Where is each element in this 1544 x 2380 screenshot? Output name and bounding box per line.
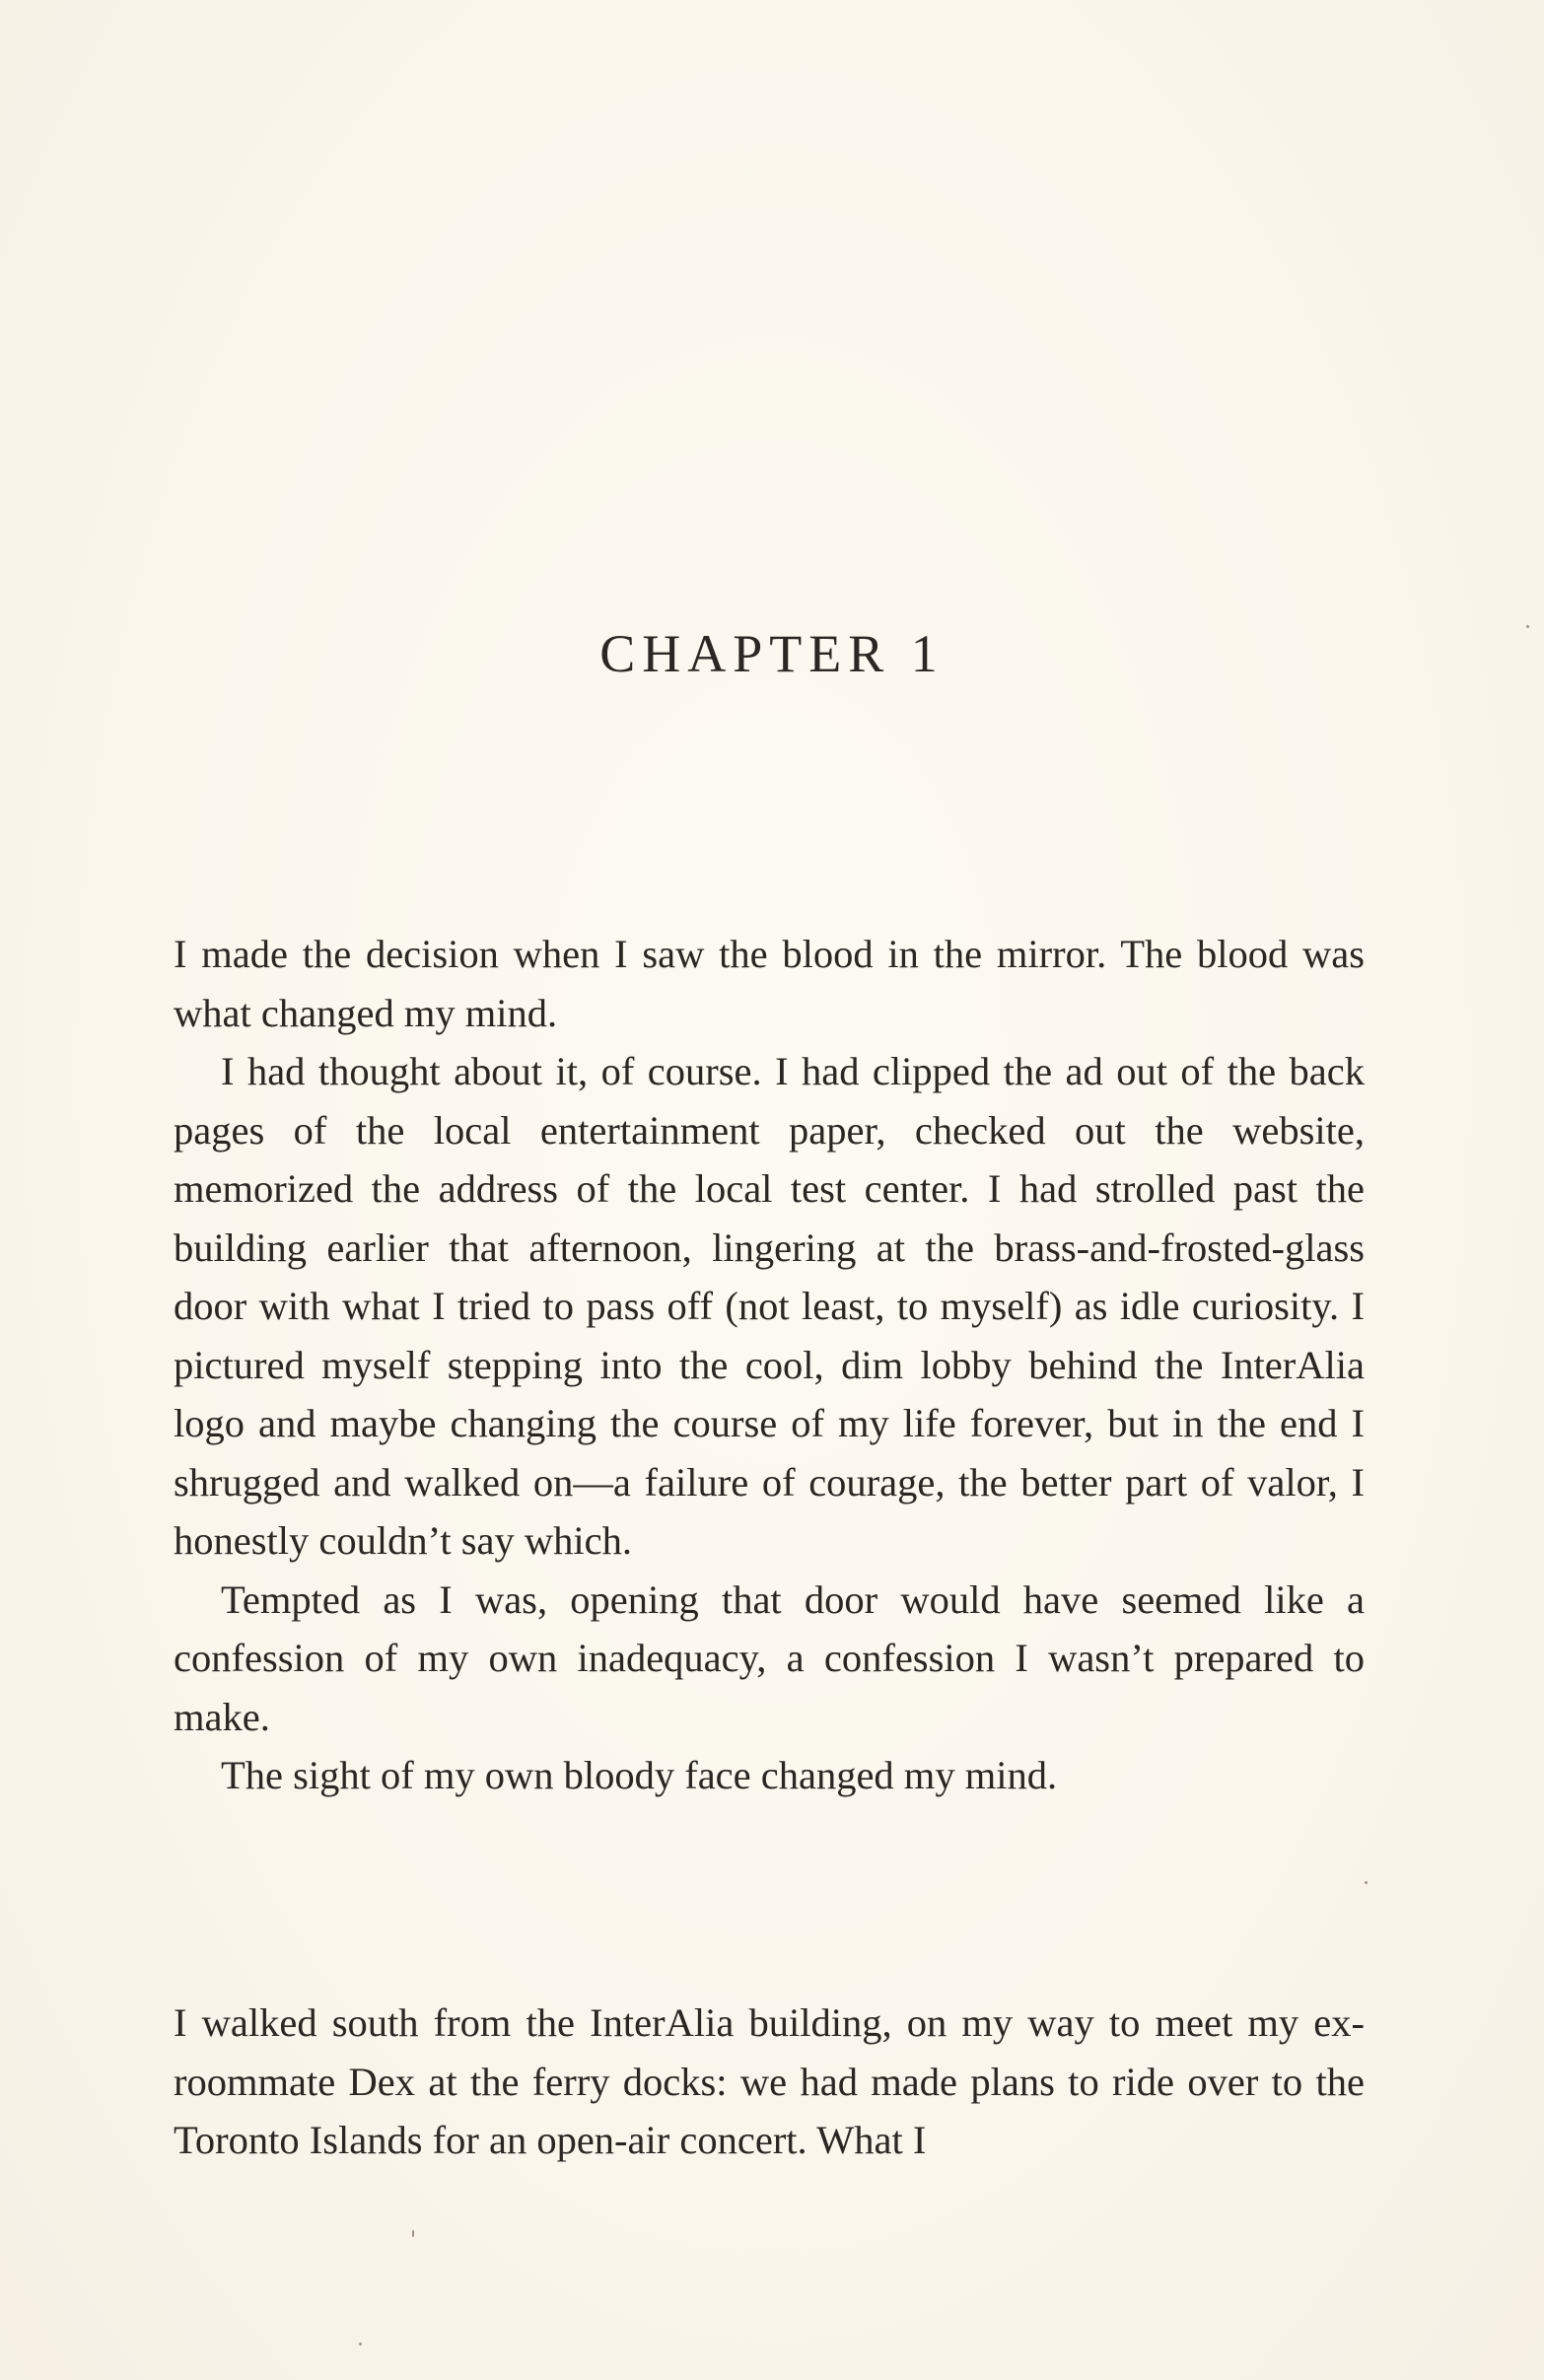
paper-speck	[1526, 625, 1529, 628]
paragraph-1: I made the decision when I saw the blood in the mirror. The blood was what changed my mind.	[174, 932, 1365, 1035]
paragraph-3: Tempted as I was, opening that door would have seemed like a confession of my own inadequacy, a confession I wasn’t prepared to make.	[174, 1576, 1365, 1739]
chapter-title: CHAPTER 1	[599, 624, 945, 683]
section-2	[174, 1994, 1365, 2170]
paragraph-2: I had thought about it, of course. I had clipped the ad out of the back pages of the local entertainment paper, checked out the website, memorized the address of the local test center. I had strolled past the building earlier that afternoon, lingering at the brass-and-frosted-glass door with what I tried to pass off (not least, to myself) as idle curiosity. I pictured myself stepping into the cool, dim lobby behind the InterAlia logo and maybe changing the course of my life forever, but in the end I shrugged and walked on—a failure of courage, the better part of valor, I honestly couldn’t say which.	[174, 1049, 1365, 1563]
paper-speck	[412, 2230, 414, 2237]
paragraph-4: The sight of my own bloody face changed my mind.	[221, 1753, 1058, 1797]
paragraph-5: I walked south from the InterAlia building, on my way to meet my ex-roommate Dex at the ferry docks: we had made plans to ride over to the Toronto Islands for an open-air concert. What I	[174, 2000, 1365, 2162]
paper-speck	[1365, 1881, 1368, 1884]
section-1	[174, 925, 1365, 1805]
paper-speck	[359, 2343, 362, 2345]
